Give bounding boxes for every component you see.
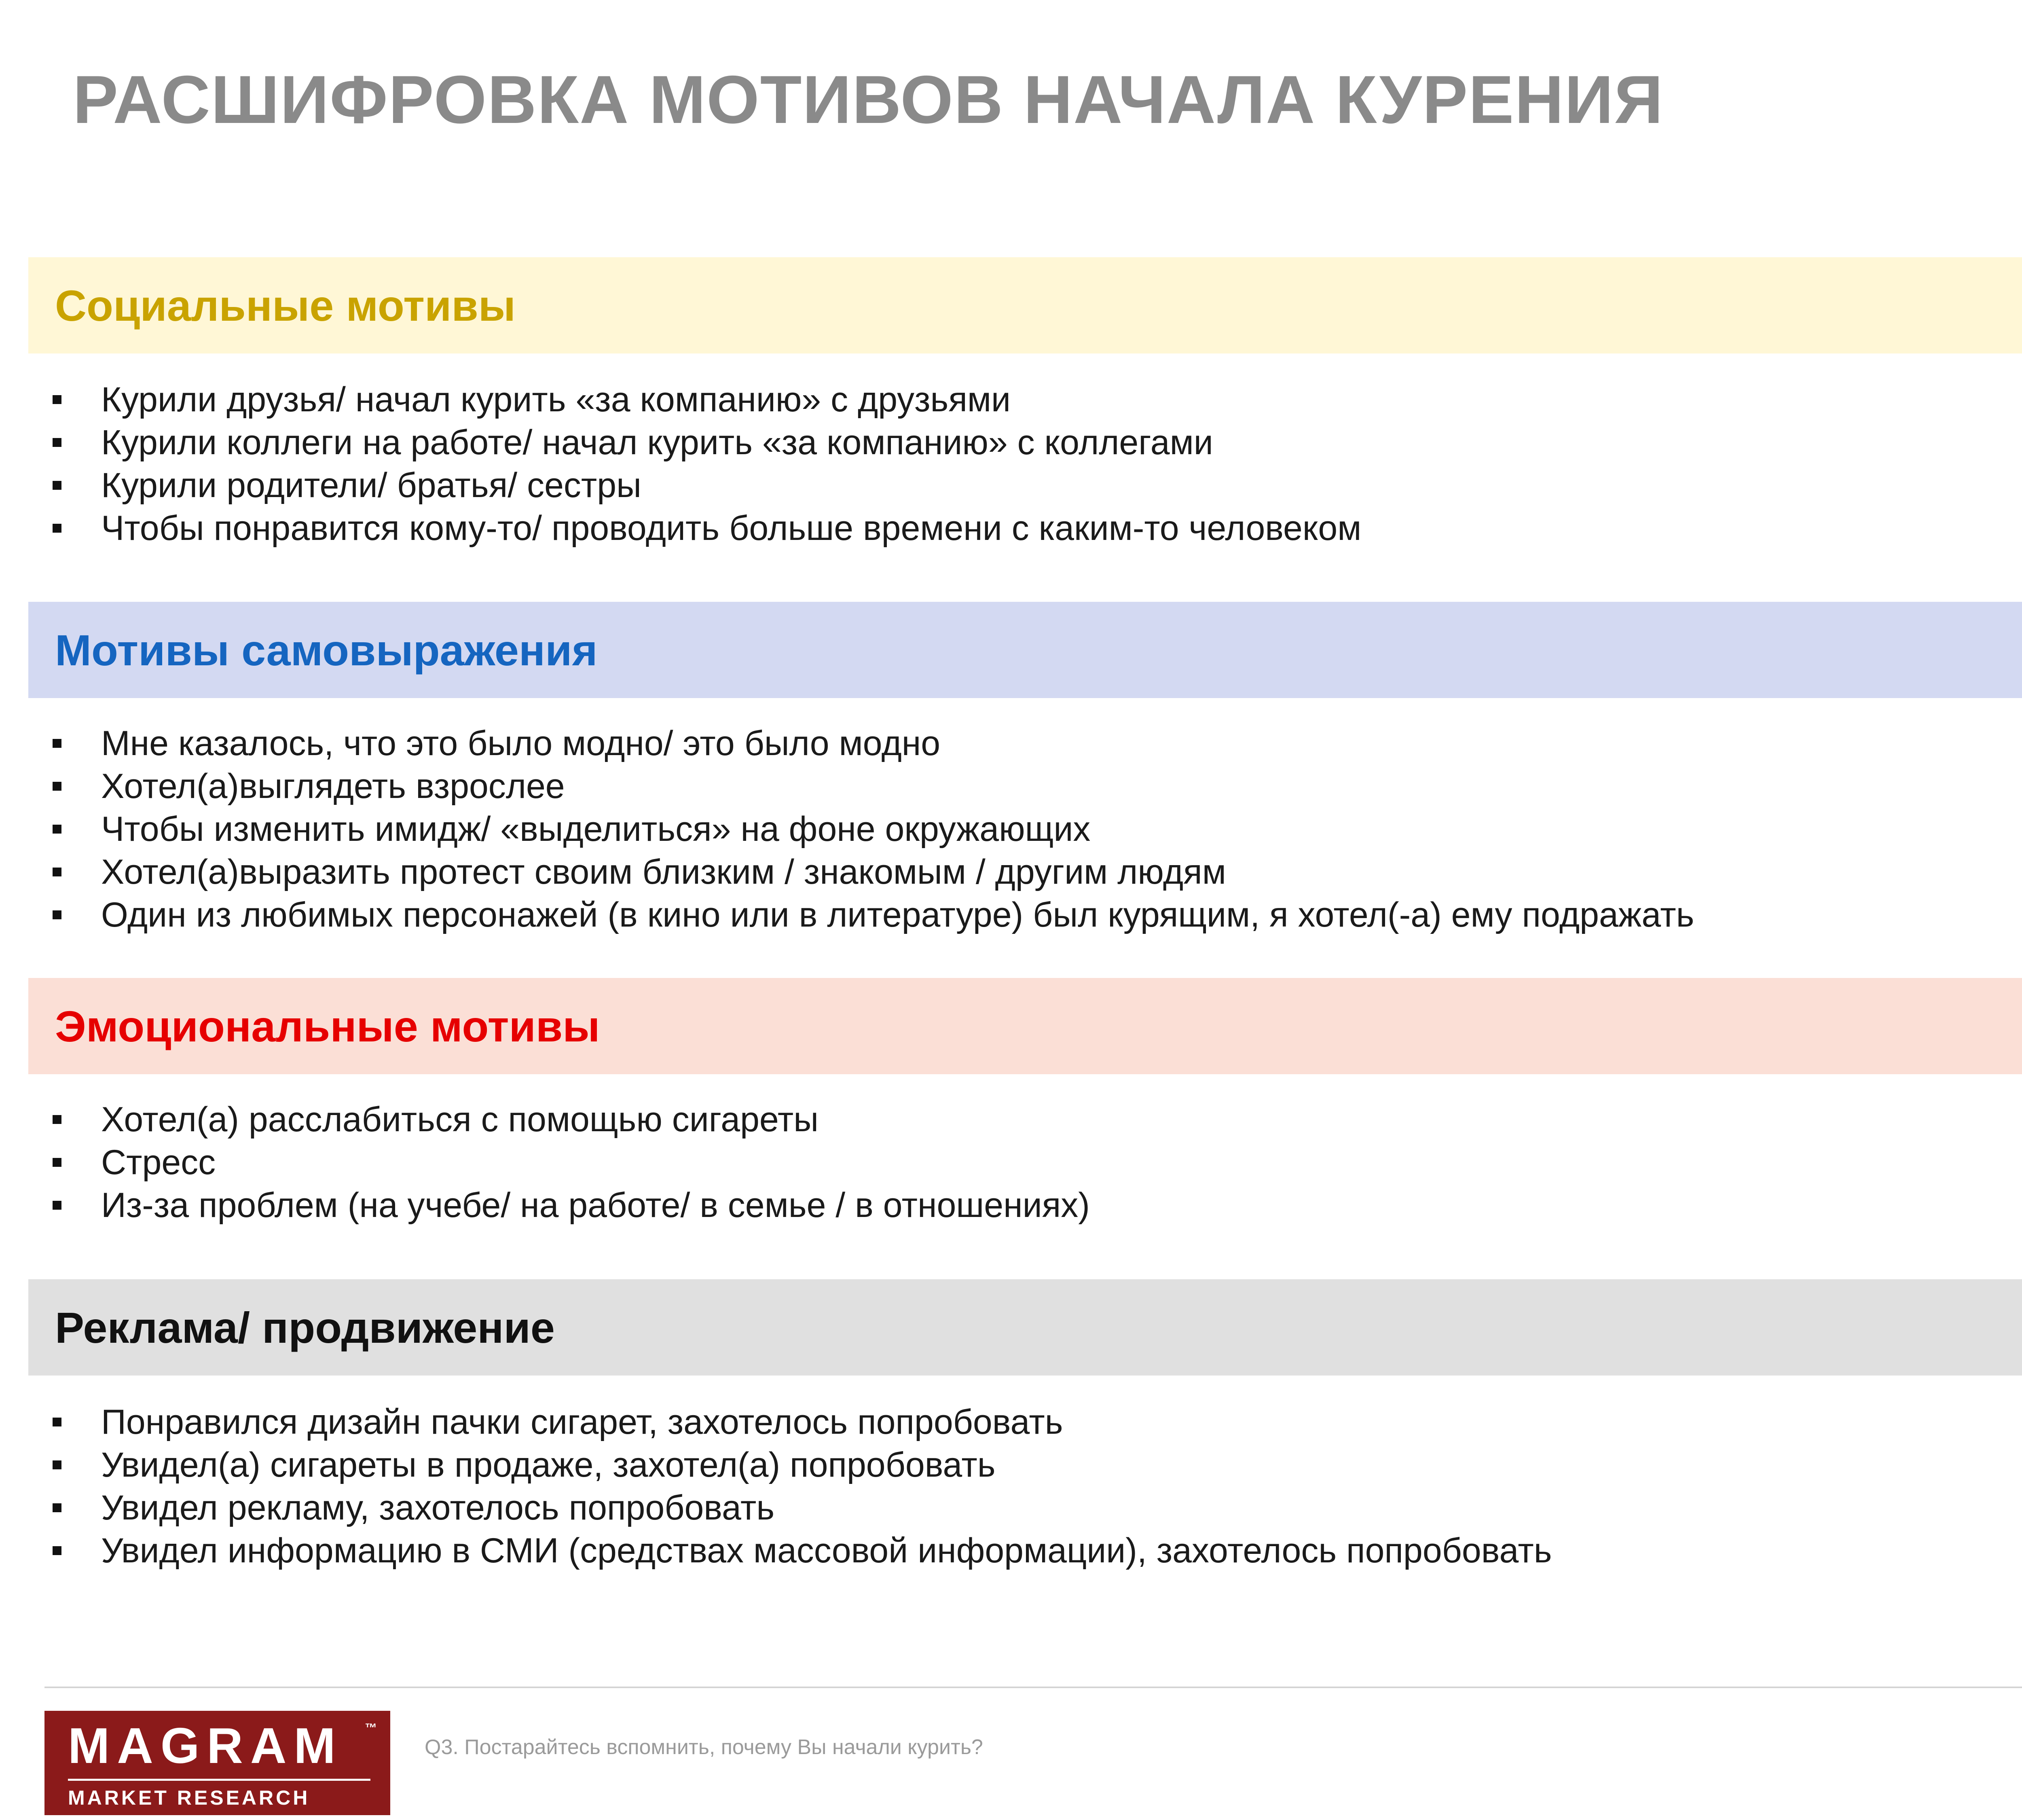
square-bullet-icon (53, 825, 61, 834)
section-header-advertising (28, 1279, 2022, 1376)
list-item (53, 851, 1694, 893)
bullet-list-social (53, 378, 1361, 550)
list-item-text: Понравился дизайн пачки сигарет, захотелось попробовать (101, 1403, 1063, 1441)
square-bullet-icon (53, 1418, 61, 1426)
section-header-social (28, 257, 2022, 353)
square-bullet-icon (53, 739, 61, 748)
logo-trademark: ™ (365, 1721, 377, 1735)
square-bullet-icon (53, 1546, 61, 1555)
square-bullet-icon (53, 868, 61, 876)
square-bullet-icon (53, 1460, 61, 1469)
list-item-text: Курили друзья/ начал курить «за компанию» с друзьями (101, 380, 1011, 419)
list-item (53, 378, 1361, 421)
section-title: Реклама/ продвижение (55, 1303, 555, 1352)
square-bullet-icon (53, 1503, 61, 1512)
square-bullet-icon (53, 438, 61, 447)
list-item-text: Один из любимых персонажей (в кино или в литературе) был курящим, я хотел(-а) ему подражать (101, 895, 1694, 934)
list-item-text: Хотел(а)выразить протест своим близким / знакомым / другим людям (101, 853, 1226, 891)
square-bullet-icon (53, 1115, 61, 1124)
list-item-text: Курили родители/ братья/ сестры (101, 466, 641, 505)
list-item-text: Стресс (101, 1143, 216, 1182)
section-header-emotional (28, 978, 2022, 1074)
list-item-text: Чтобы изменить имидж/ «выделиться» на фоне окружающих (101, 810, 1091, 849)
section-title: Социальные мотивы (55, 281, 516, 330)
footer-divider (44, 1687, 2022, 1688)
bullet-list-emotional (53, 1098, 1090, 1227)
list-item (53, 464, 1361, 507)
bullet-list-self-expression (53, 722, 1694, 936)
list-item (53, 765, 1694, 808)
section-header-self-expression (28, 602, 2022, 698)
logo-divider (68, 1779, 370, 1781)
list-item (53, 808, 1694, 851)
list-item-text: Хотел(а) расслабиться с помощью сигареты (101, 1100, 819, 1139)
list-item-text: Хотел(а)выглядеть взрослее (101, 767, 565, 806)
list-item (53, 1184, 1090, 1227)
list-item (53, 893, 1694, 936)
magram-logo (44, 1711, 390, 1815)
section-title: Эмоциональные мотивы (55, 1001, 600, 1051)
list-item-text: Курили коллеги на работе/ начал курить «за компанию» с коллегами (101, 423, 1213, 462)
list-item-text: Увидел(а) сигареты в продаже, захотел(а) попробовать (101, 1445, 996, 1484)
list-item (53, 1486, 1552, 1529)
section-title: Мотивы самовыражения (55, 625, 598, 675)
square-bullet-icon (53, 524, 61, 533)
list-item (53, 507, 1361, 550)
square-bullet-icon (53, 481, 61, 490)
list-item (53, 1529, 1552, 1572)
square-bullet-icon (53, 1158, 61, 1167)
list-item-text: Увидел информацию в СМИ (средствах массовой информации), захотелось попробовать (101, 1531, 1552, 1570)
list-item-text: Из-за проблем (на учебе/ на работе/ в семье / в отношениях) (101, 1186, 1090, 1225)
square-bullet-icon (53, 782, 61, 791)
list-item-text: Увидел рекламу, захотелось попробовать (101, 1488, 775, 1527)
list-item-text: Мне казалось, что это было модно/ это было модно (101, 724, 941, 763)
question-footnote: Q3. Постарайтесь вспомнить, почему Вы начали курить? (425, 1735, 983, 1759)
logo-subtitle: MARKET RESEARCH (68, 1786, 310, 1809)
square-bullet-icon (53, 1201, 61, 1210)
logo-name: MAGRAM (68, 1718, 343, 1774)
square-bullet-icon (53, 910, 61, 919)
list-item-text: Чтобы понравится кому-то/ проводить больше времени с каким-то человеком (101, 509, 1362, 548)
list-item (53, 1141, 1090, 1184)
list-item (53, 1401, 1552, 1443)
bullet-list-advertising (53, 1401, 1552, 1572)
list-item (53, 722, 1694, 765)
list-item (53, 1098, 1090, 1141)
square-bullet-icon (53, 395, 61, 404)
list-item (53, 421, 1361, 464)
list-item (53, 1443, 1552, 1486)
page-title: РАСШИФРОВКА МОТИВОВ НАЧАЛА КУРЕНИЯ (73, 61, 1664, 138)
